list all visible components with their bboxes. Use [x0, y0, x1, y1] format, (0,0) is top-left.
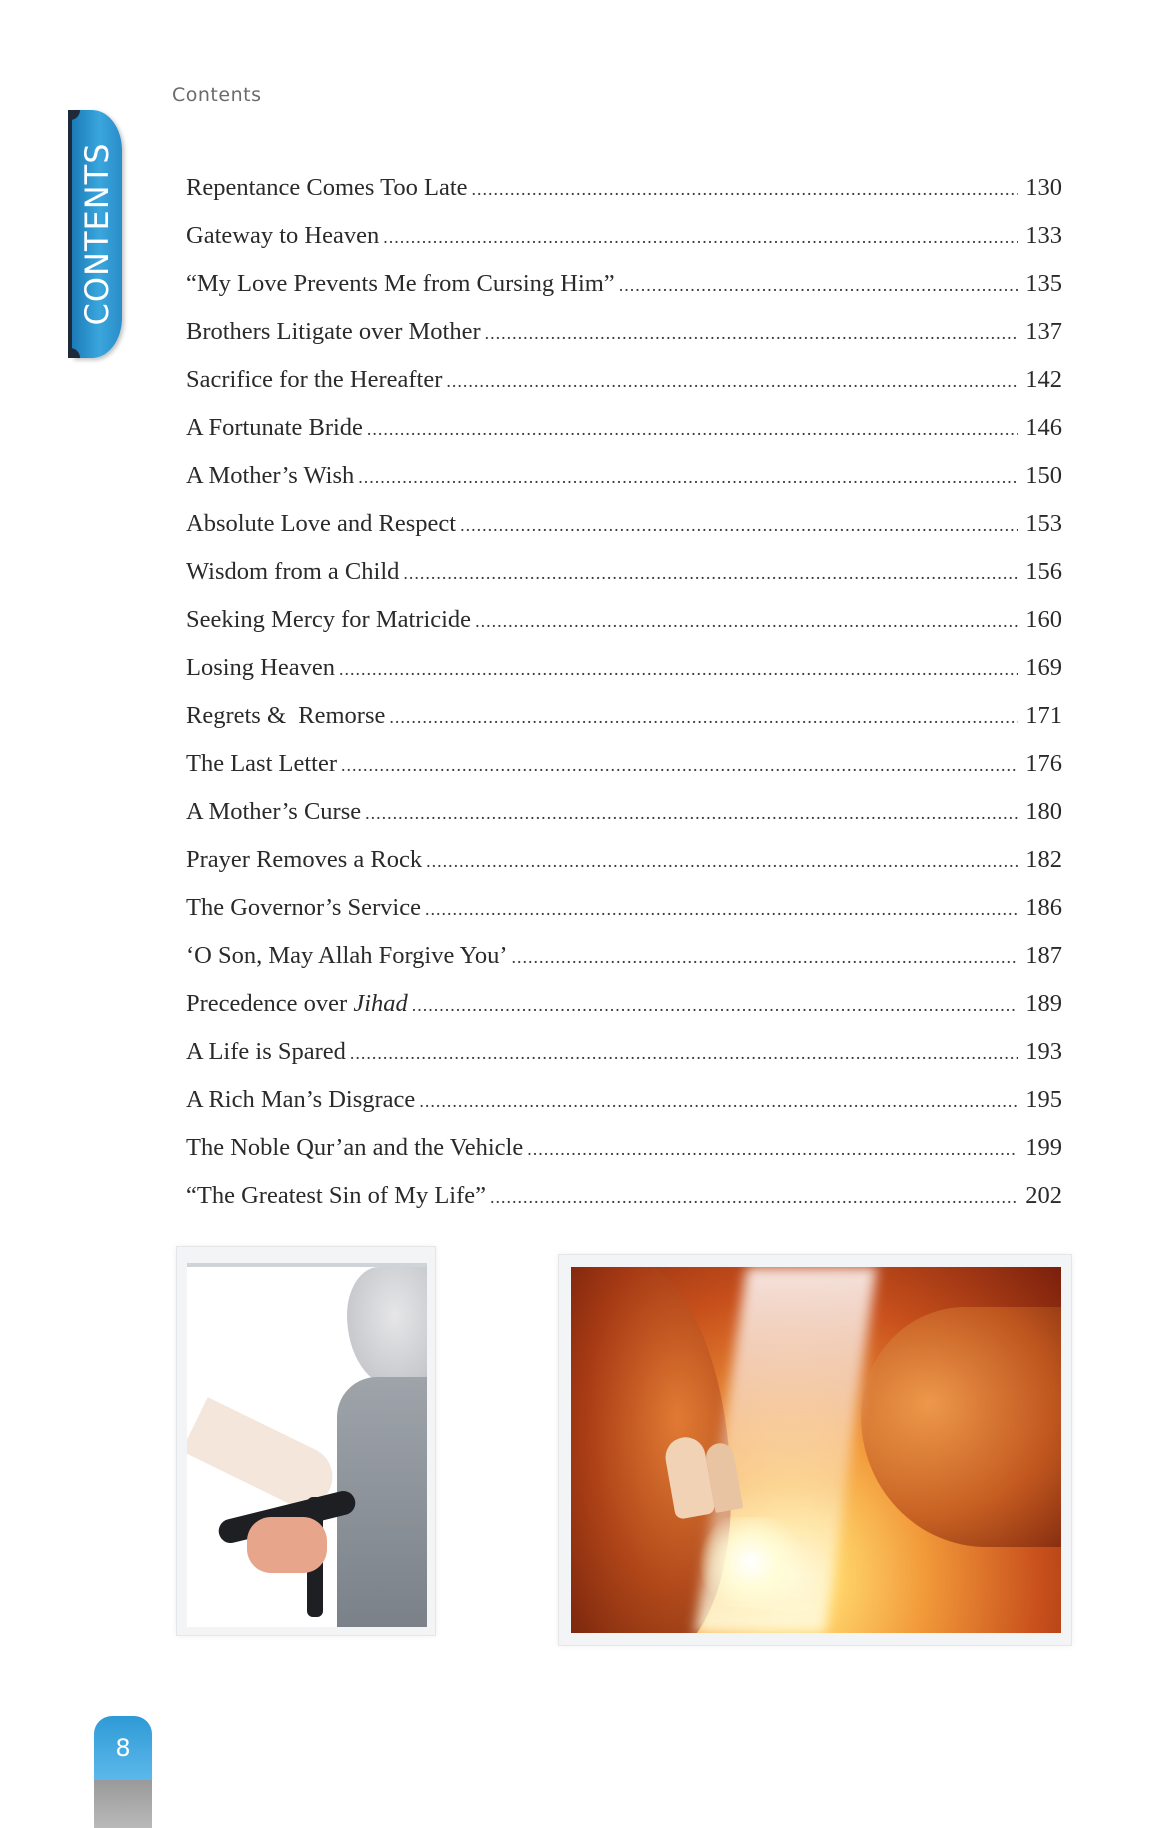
toc-entry-page: 193: [1025, 1038, 1062, 1065]
toc-entry-title: “The Greatest Sin of My Life”: [186, 1182, 487, 1209]
toc-entry-title: A Rich Man’s Disgrace: [186, 1086, 416, 1113]
toc-entry-page: 199: [1025, 1134, 1062, 1161]
toc-entry-title: A Fortunate Bride: [186, 414, 363, 441]
dot-leader: [619, 275, 1018, 296]
toc-entry-page: 171: [1025, 702, 1062, 729]
wheelchair-photo: [176, 1246, 436, 1636]
toc-entry[interactable]: [186, 1086, 1062, 1134]
canyon-prayer-photo-image: [571, 1267, 1061, 1633]
toc-entry-page: 142: [1025, 366, 1062, 393]
dot-leader: [425, 899, 1018, 920]
toc-entry[interactable]: [186, 990, 1062, 1038]
toc-entry-title: The Noble Qur’an and the Vehicle: [186, 1134, 524, 1161]
toc-entry[interactable]: [186, 894, 1062, 942]
page-number-badge: 8: [94, 1716, 152, 1780]
toc-entry-page: 169: [1025, 654, 1062, 681]
dot-leader: [367, 419, 1018, 440]
side-tab-label: CONTENTS: [78, 142, 116, 326]
toc-entry[interactable]: [186, 222, 1062, 270]
toc-entry-page: 195: [1025, 1086, 1062, 1113]
toc-entry-page: 153: [1025, 510, 1062, 537]
toc-entry-page: 156: [1025, 558, 1062, 585]
toc-entry-page: 176: [1025, 750, 1062, 777]
toc-entry-title: A Mother’s Curse: [186, 798, 362, 825]
toc-entry-title: A Mother’s Wish: [186, 462, 355, 489]
toc-entry-page: 150: [1025, 462, 1062, 489]
toc-entry[interactable]: [186, 1134, 1062, 1182]
dot-leader: [475, 611, 1018, 632]
dot-leader: [412, 995, 1018, 1016]
toc-entry-page: 130: [1025, 174, 1062, 201]
toc-entry[interactable]: [186, 654, 1062, 702]
dot-leader: [485, 323, 1018, 344]
toc-entry[interactable]: [186, 414, 1062, 462]
toc-entry[interactable]: [186, 798, 1062, 846]
contents-side-tab: [72, 110, 122, 358]
dot-leader: [460, 515, 1018, 536]
toc-entry-title: Seeking Mercy for Matricide: [186, 606, 472, 633]
table-of-contents: [186, 174, 1062, 1230]
dot-leader: [527, 1139, 1018, 1160]
toc-entry-title: Brothers Litigate over Mother: [186, 318, 481, 345]
toc-entry-title-text: Precedence over: [186, 990, 354, 1017]
toc-entry-title: Prayer Removes a Rock: [186, 846, 423, 873]
page-number-strip: [94, 1780, 152, 1828]
toc-entry[interactable]: [186, 558, 1062, 606]
toc-entry-page: 180: [1025, 798, 1062, 825]
toc-entry-title: A Life is Spared: [186, 1038, 346, 1065]
toc-entry-title: “My Love Prevents Me from Cursing Him”: [186, 270, 615, 297]
dot-leader: [490, 1187, 1018, 1208]
dot-leader: [341, 755, 1018, 776]
toc-entry-title: Losing Heaven: [186, 654, 335, 681]
canyon-rock-right: [861, 1307, 1061, 1547]
toc-entry[interactable]: [186, 270, 1062, 318]
dot-leader: [419, 1091, 1018, 1112]
elderly-person-hair: [347, 1267, 427, 1387]
dot-leader: [403, 563, 1018, 584]
toc-entry-title: The Last Letter: [186, 750, 338, 777]
toc-entry[interactable]: [186, 174, 1062, 222]
canyon-prayer-photo: [558, 1254, 1072, 1646]
toc-entry-title: Sacrifice for the Hereafter: [186, 366, 443, 393]
toc-entry-page: 189: [1025, 990, 1062, 1017]
toc-entry[interactable]: [186, 846, 1062, 894]
toc-entry[interactable]: [186, 366, 1062, 414]
toc-entry[interactable]: [186, 462, 1062, 510]
dot-leader: [339, 659, 1018, 680]
dot-leader: [446, 371, 1018, 392]
dot-leader: [472, 179, 1018, 200]
toc-entry[interactable]: [186, 1038, 1062, 1086]
dot-leader: [511, 947, 1018, 968]
toc-entry[interactable]: [186, 510, 1062, 558]
toc-entry-title: Absolute Love and Respect: [186, 510, 457, 537]
toc-entry-title: Wisdom from a Child: [186, 558, 400, 585]
toc-entry[interactable]: [186, 702, 1062, 750]
toc-entry-title: The Governor’s Service: [186, 894, 421, 921]
toc-entry-page: 186: [1025, 894, 1062, 921]
toc-entry-title: Gateway to Heaven: [186, 222, 380, 249]
toc-entry[interactable]: [186, 750, 1062, 798]
toc-entry-page: 137: [1025, 318, 1062, 345]
wheelchair-photo-image: [187, 1263, 427, 1627]
toc-entry-title: [186, 990, 408, 1018]
toc-entry-title: Repentance Comes Too Late: [186, 174, 468, 201]
helper-hand: [247, 1517, 327, 1573]
toc-entry-title-italic: Jihad: [353, 990, 408, 1017]
toc-entry[interactable]: [186, 606, 1062, 654]
toc-entry-page: 146: [1025, 414, 1062, 441]
toc-entry[interactable]: [186, 942, 1062, 990]
toc-entry-page: 135: [1025, 270, 1062, 297]
dot-leader: [358, 467, 1018, 488]
toc-entry-page: 160: [1025, 606, 1062, 633]
dot-leader: [365, 803, 1018, 824]
running-head: Contents: [172, 84, 262, 106]
dot-leader: [389, 707, 1018, 728]
toc-entry-title: ‘O Son, May Allah Forgive You’: [186, 942, 508, 969]
toc-entry-page: 133: [1025, 222, 1062, 249]
dot-leader: [426, 851, 1018, 872]
toc-entry[interactable]: [186, 318, 1062, 366]
dot-leader: [350, 1043, 1018, 1064]
toc-entry[interactable]: [186, 1182, 1062, 1230]
toc-entry-page: 182: [1025, 846, 1062, 873]
dot-leader: [383, 227, 1018, 248]
toc-entry-page: 202: [1025, 1182, 1062, 1209]
light-glow: [691, 1517, 811, 1607]
toc-entry-title: Regrets & Remorse: [186, 702, 386, 729]
toc-entry-page: 187: [1025, 942, 1062, 969]
